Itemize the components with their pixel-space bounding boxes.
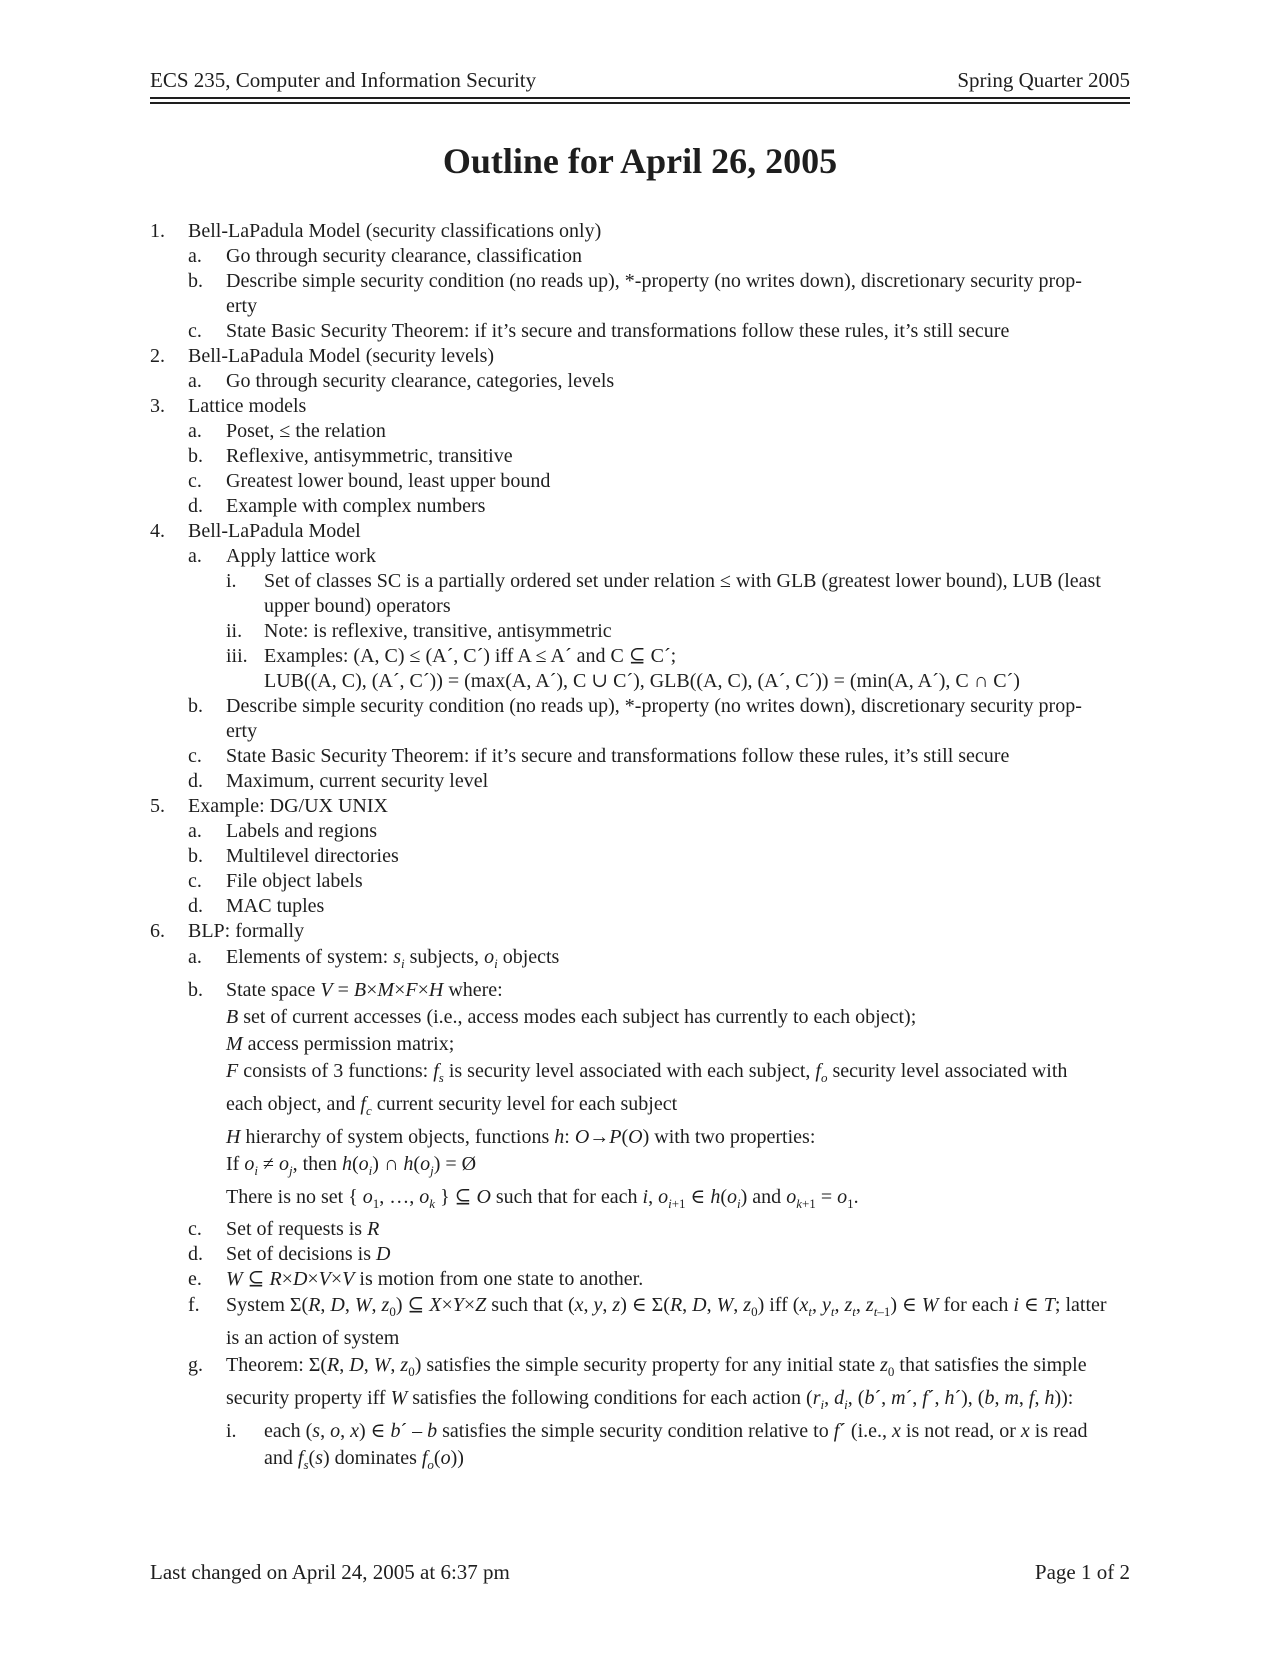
outline-item-4a-i: i. Set of classes SC is a partially ordered set under relation ≤ with GLB (greatest lower bound), LUB (least upper bound) operators [226, 570, 1101, 617]
outline-item-4b: b. Describe simple security condition (no reads up), *-property (no writes down), discretionary security prop- erty [188, 695, 1082, 742]
last-changed: Last changed on April 24, 2005 at 6:37 pm [150, 1560, 510, 1584]
outline-item-1c: c. State Basic Security Theorem: if it’s secure and transformations follow these rules, it’s still secure [188, 320, 1010, 342]
outline-item-6g-i: i. each (s, o, x) ∈ b´ – b satisfies the simple security condition relative to f´ (i.e., x is not read, or x is read and $f_s(s)$ dominates $f_o(o)$) [226, 1420, 1088, 1472]
page-footer [150, 1560, 1130, 1588]
page-title: Outline for April 26, 2005 [442, 141, 838, 181]
outline-item-1a: a. Go through security clearance, classification [188, 245, 582, 267]
outline-item-3a: a. Poset, ≤ the relation [188, 420, 386, 442]
outline-item-4a-iii: iii. Examples: (A, C) ≤ (A´, C´) iff A ≤ A´ and C ⊆ C´; LUB((A, C), (A´, C´)) = (max(A, A´), C ∪ C´), GLB((A, C), (A´, C´)) = (min(A, A´), C ∩ C´) [226, 645, 1020, 692]
outline-item-5d: d. MAC tuples [188, 895, 325, 917]
outline-item-5a: a. Labels and regions [188, 820, 378, 842]
outline-item-3c: c. Greatest lower bound, least upper bound [188, 470, 551, 492]
page-header [150, 68, 1130, 96]
outline-item-6a: a. Elements of system: $s_i$ subjects, $o_i$ objects [188, 946, 560, 971]
outline-item-5c: c. File object labels [188, 870, 363, 892]
course-title: ECS 235, Computer and Information Security [150, 68, 537, 92]
outline [150, 219, 1130, 1478]
outline-item-1b: b. Describe simple security condition (no reads up), *-property (no writes down), discretionary security prop- erty [188, 270, 1082, 317]
outline-item-3b: b. Reflexive, antisymmetric, transitive [188, 445, 513, 467]
outline-item-2a: a. Go through security clearance, categories, levels [188, 370, 615, 392]
outline-item-4d: d. Maximum, current security level [188, 770, 489, 792]
outline-item-6b: b. State space V = B×M×F×H where: B set of current accesses (i.e., access modes each subject has currently to each object); M access permission matrix; F consists of 3 functions: $f_s$ is security level associated with each subject, $f_o$ security level associated with each object, and $f_c$ current security level for each subject H hierarchy of system objects, functions h: O→P(O) with two properties: If $o_i \ne o_j$, then $h(o_i)$ ∩ $h(o_j)$ = Ø There is no set { $o_1$, …, $o_k$ } ⊆ O such that for each i, $o_{i+1}$ ∈ $h(o_i)$ and $o_{k+1} = o_1$. [188, 979, 1068, 1211]
term-label: Spring Quarter 2005 [957, 68, 1130, 92]
outline-item-6d: d. Set of decisions is D [188, 1243, 391, 1265]
outline-item-6: 6. BLP: formally [150, 920, 305, 942]
outline-item-6f: f. System Σ(R, D, W, $z_0$) ⊆ X×Y×Z such that (x, y, z) ∈ Σ(R, D, W, $z_0$) iff ($x_t$, $y_t$, $z_t$, $z_{t-1}$) ∈ W for each i ∈ T; latter is an action of system [188, 1294, 1107, 1349]
outline-item-5: 5. Example: DG/UX UNIX [150, 795, 388, 817]
outline-item-4a: a. Apply lattice work [188, 545, 376, 567]
outline-item-6c: c. Set of requests is R [188, 1218, 380, 1240]
header-rule-bottom [150, 102, 1130, 104]
outline-item-1: 1. Bell-LaPadula Model (security classifications only) [150, 220, 602, 242]
outline-item-3: 3. Lattice models [150, 395, 307, 417]
page-number: Page 1 of 2 [1034, 1560, 1130, 1584]
outline-item-5b: b. Multilevel directories [188, 845, 399, 867]
outline-item-4c: c. State Basic Security Theorem: if it’s secure and transformations follow these rules, it’s still secure [188, 745, 1010, 767]
outline-item-4a-ii: ii. Note: is reflexive, transitive, antisymmetric [226, 620, 612, 642]
outline-item-4: 4. Bell-LaPadula Model [150, 520, 361, 542]
outline-item-6e: e. W ⊆ R×D×V×V is motion from one state to another. [188, 1268, 644, 1290]
outline-item-2: 2. Bell-LaPadula Model (security levels) [150, 345, 495, 367]
outline-item-6g: g. Theorem: Σ(R, D, W, $z_0$) satisfies the simple security property for any initial state $z_0$ that satisfies the simple security property iff W satisfies the following conditions for each action ($r_i$, $d_i$, (b´, m´, f´, h´), (b, m, f, h)): [188, 1354, 1087, 1412]
header-rule-top [150, 97, 1130, 99]
outline-item-3d: d. Example with complex numbers [188, 495, 486, 517]
